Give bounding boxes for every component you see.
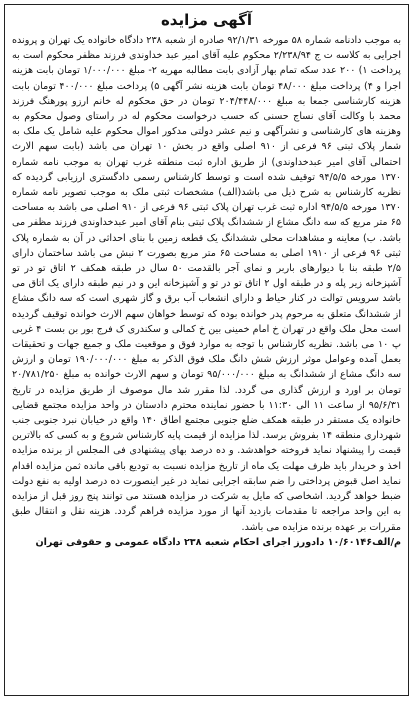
- notice-body: به موجب دادنامه شماره ۵۸ مورخه ۹۲/۱/۳۱ صادره از شعبه ۲۳۸ دادگاه خانواده یک تهران و پرونده اجرایی به کلاسه ت ج ۲/۲۳۸/۹۴ محکوم علیه آقای امیر عبد خداوندی فرزند مظفر محکوم است به پرداخت ۱) ۲۰۰ عدد سکه تمام بهار آزادی بابت مطالبه مهریه ۲- مبلغ ۱/۰۰۰/۰۰۰ تومان بابت هزینه اجرا و ۴) پرداخت مبلغ ۴۸/۰۰۰ تومان بابت هزینه نشر آگهی ۵) پرداخت مبلغ ۴۰۰/۰۰۰ تومان بابت هزینه کارشناسی جمعا به مبلغ ۲۰۴/۴۴۸/۰۰۰ تومان در حق محکوم له خانم ارزو پورهنگ فرزند محمد با وکالت آقای نساج حسنی که حسب درخواست محکوم له در راستای وصول محکوم به وهزینه های کارشناسی و نشرآگهی و نیم عشر دولتی مدکور اموال محکوم علیه شامل یک ملک به شمار پلاک ثبتی ۹۶ فرعی از ۹۱۰ اصلی واقع در بخش ۱۰ تهران می باشد (بابت سهم الارث احتمالی آقای امیر عبدخداوندی) از طریق اداره ثبت منطقه غرب تهران به موجب نامه شماره ۱۳۷۰ مورخه ۹۴/۵/۵ توقیف شده است و توسط کارشناس رسمی دادگستری ارزیابی گردیده که نظریه کارشناس به شرح ذیل می باشد(الف) مشخصات ثبتی ملک به موجب تصویر نامه شماره ۱۳۷۰ مورخه ۹۴/۵/۵ اداره ثبت غرب تهران پلاک ثبتی ۹۶ فرعی از ۹۱۰ اصلی می باشد به مساحت ۶۵ متر مربع که سه دانگ مشاع از ششدانگ پلاک ثبتی بنام آقای امیر عبدخداوندی فرزند مظفر می باشد. ب) معاینه و مشاهدات محلی ششدانگ یک قطعه زمین با بنای احداثی در آن به شماره پلاک ثبتی ۹۶ فرعی از ۱۹۱۰ اصلی به مساحت ۶۵ متر مربع بصورت ۲ نبش می باشد ساختمان دارای ۲/۵ طبقه بنا با دیوارهای باربر و نمای آجر بالقدمت ۵۰ سال در طبقه همکف ۲ اتاق تو در تو آشپزخانه زیر پله و در طبقه اول ۲ اتاق تو در تو و آشپزخانه این و در نیم طبقه دارای یک اتاق می باشد سرویس توالت در کنار حیاط و دارای انشعاب آب برق و گاز شهری است که سه دانگ مشاع از ششدانگ متعلق به مرحوم پدر خوانده بوده که توسط خواهان سهم الارث خوانده توقیف گردیده است محل ملک واقع در تهران خ امام خمینی بین خ کمالی و سکندری ک فرج بور بن بست ۴ غربی پ ۱۰ می باشد. نظریه کارشناس با توجه به موارد فوق و موقعیت ملک و جمیع جهات و تحقیقات بعمل آمده وعوامل موثر ارزش شش دانگ ملک فوق الذکر به مبلغ ۱۹۰/۰۰۰/۰۰۰ تومان و ارزش سه دانگ مشاع از ششدانگ به مبلغ ۹۵/۰۰۰/۰۰۰ تومان و سهم الارث خوانده به مبلغ ۲۰/۷۸۱/۲۵۰ تومان بر اورد و ارزش گذاری می گردد. لذا مقرر شد مال موصوف از طریق مزایده در تاریخ ۹۵/۶/۳۱ از ساعت ۱۱ الی ۱۱:۳۰ با حضور نماینده محترم دادستان در واحد مزایده مجتمع قضایی خانواده یک مستقر در طبقه همکف ضلع جنوبی مجتمع اطاق ۱۴۰ واقع در خیابان نبرد جنوبی جنب شهرداری منطقه ۱۴ بفروش برسد. لذا مزایده از قیمت پایه کارشناس شروع و به کسی که بالاترین قیمت را پیشنهاد نماید فروخته خواهدشد. و ده درصد بهای پیشنهادی فی المجلس از برنده مزایده اخذ و خریدار باید ظرف مهلت یک ماه از تاریخ مزایده نسبت به تودیع باقی مانده ثمن مزایده اقدام نماید اصل قبوض پرداختی را ضم سابقه اجرایی نماید در غیر اینصورت ده درصد اولیه به نفع دولت ضبط خواهد گردید. اشخاصی که مایل به شرکت در مزایده هستند می توانند پنج روز قبل از مزایده به این واحد مراجعه تا مقدمات بازدید آنها از مورد مزایده فراهم گردد. هزینه نقل و انتقال طبق مقررات بر عهده برنده مزایده می باشد.: [12, 35, 402, 533]
- notice-footer: م/الف۱۰/۶۰۱۴۶ دادورز اجرای احکام شعبه ۲۳۸ دادگاه عمومی و حقوقی تهران: [35, 536, 401, 548]
- auction-notice: [4, 4, 409, 696]
- notice-title: آگهی مزایده: [160, 11, 253, 29]
